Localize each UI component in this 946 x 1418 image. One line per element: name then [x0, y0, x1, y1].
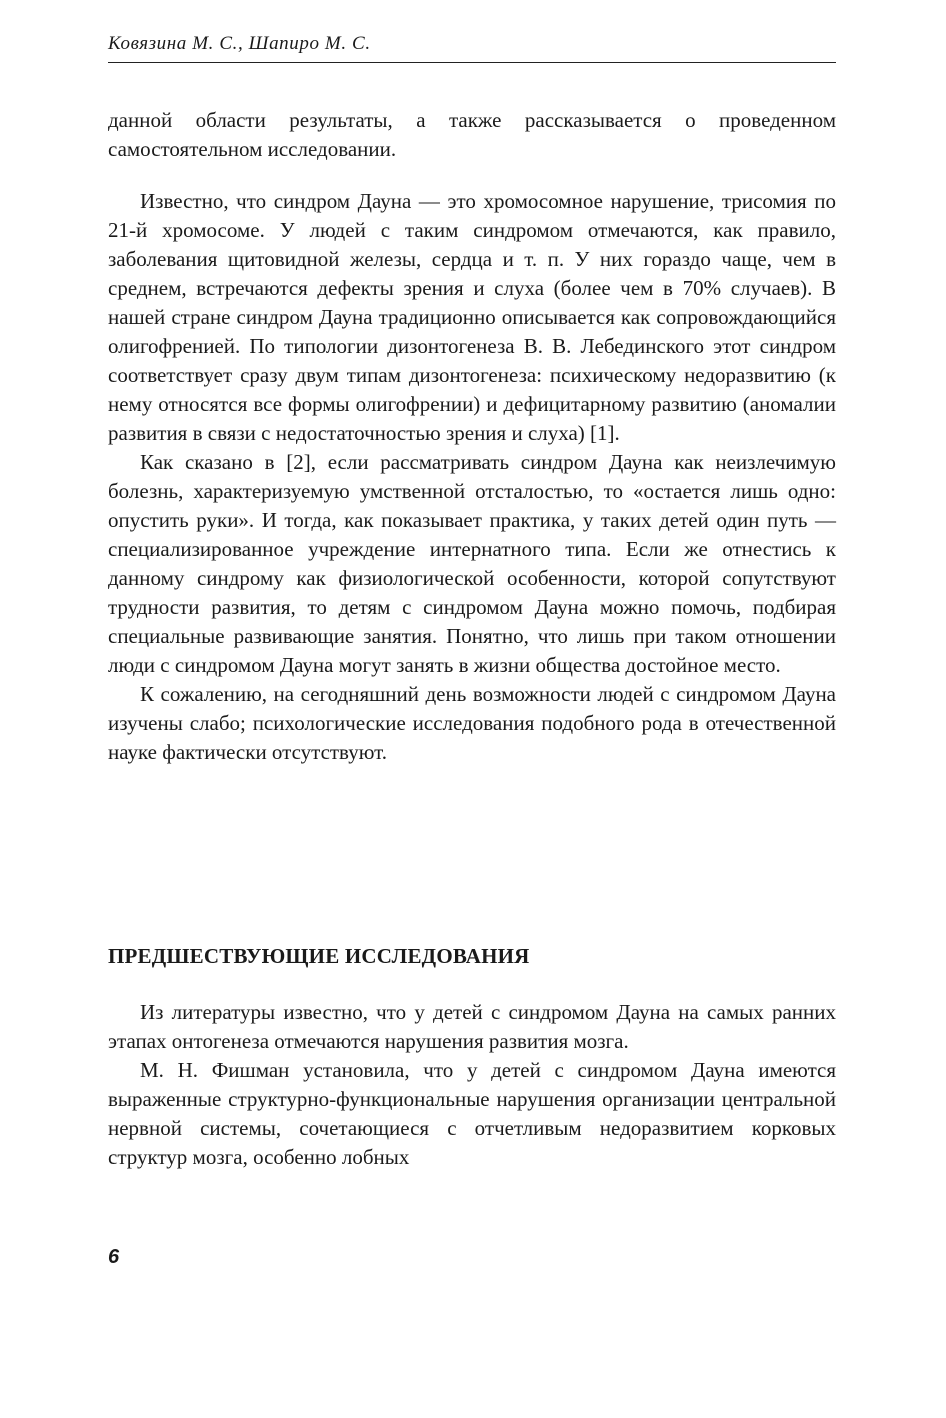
running-head: Ковязина М. С., Шапиро М. С. [108, 33, 836, 63]
paragraph: Известно, что синдром Дауна — это хромосомное нарушение, трисомия по 21-й хромосоме. У людей с таким синдромом отмечаются, как правило, заболевания щитовидной железы, сердца и т. п. У них гораздо чаще, чем в среднем, встречаются дефекты зрения и слуха (более чем в 70% случаев). В нашей стране синдром Дауна традиционно описывается как сопровождающийся олигофренией. По типологии дизонтогенеза В. В. Лебединского этот синдром соответствует сразу двум типам дизонтогенеза: психическому недоразвитию (к нему относятся все формы олигофрении) и дефицитарному развитию (аномалии развития в связи с недостаточностью зрения и слуха) [1]. [108, 189, 836, 445]
paragraph: К сожалению, на сегодняшний день возможности людей с синдромом Дауна изучены слабо; психологические исследования подобного рода в отечественной науке фактически отсутствуют. [108, 682, 836, 764]
paragraph: Как сказано в [2], если рассматривать синдром Дауна как неизлечимую болезнь, характеризуемую умственной отсталостью, то «остается лишь одно: опустить руки». И тогда, как показывает практика, у таких детей один путь — специализированное учреждение интернатного типа. Если же отнестись к данному синдрому как физиологической особенности, которой сопутствуют трудности развития, то детям с синдромом Дауна можно помочь, подбирая специальные развивающие занятия. Понятно, что лишь при таком отношении люди с синдромом Дауна могут занять в жизни общества достойное место. [108, 450, 836, 677]
paragraph: Из литературы известно, что у детей с синдромом Дауна на самых ранних этапах онтогенеза отмечаются нарушения развития мозга. [108, 1000, 836, 1053]
paragraph: М. Н. Фишман установила, что у детей с синдромом Дауна имеются выраженные структурно-функциональные нарушения организации центральной нервной системы, сочетающиеся с отчетливым недоразвитием корковых структур мозга, особенно лобных [108, 1058, 836, 1169]
intro-paragraph-block [108, 106, 836, 164]
page-number: 6 [108, 1246, 120, 1268]
main-text-block [108, 187, 836, 767]
paragraph: данной области результаты, а также рассказывается о проведенном самостоятельном исследовании. [108, 108, 836, 161]
section-heading: ПРЕДШЕСТВУЮЩИЕ ИССЛЕДОВАНИЯ [108, 944, 530, 968]
section-text-block [108, 998, 836, 1172]
